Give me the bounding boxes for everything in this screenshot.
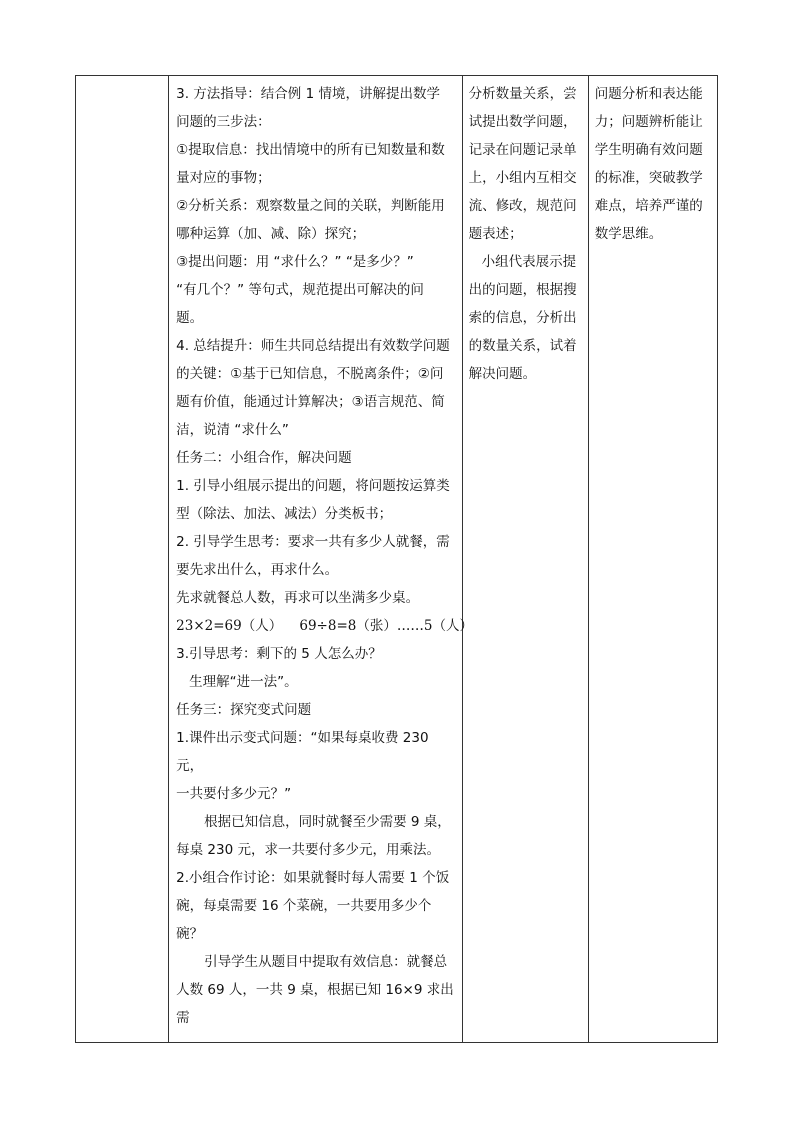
text-line: 型（除法、加法、减法）分类板书； <box>176 506 393 522</box>
text-line: ②分析关系：观察数量之间的关联，判断能用 <box>176 198 445 214</box>
text-line: 问题分析和表达能 <box>594 86 703 102</box>
text-line: 量对应的事物； <box>176 170 271 186</box>
text-line: 上，小组内互相交 <box>468 170 577 186</box>
text-line: 流、修改，规范问 <box>468 198 577 214</box>
section-heading: 任务二：小组合作，解决问题 <box>176 450 352 466</box>
text-line: 碗，每桌需要 16 个菜碗，一共要用多少个碗？ <box>176 898 432 942</box>
text-line: 解决问题。 <box>468 366 537 382</box>
text-line: 问题的三步法： <box>176 114 271 130</box>
design-intent-cell <box>588 76 717 1043</box>
text-line: 题表述； <box>468 226 523 242</box>
table-row <box>76 76 718 1043</box>
text-line: 人数 69 人，一共 9 桌，根据已知 16×9 求出需 <box>176 982 454 1026</box>
text-line: 索的信息，分析出 <box>468 310 577 326</box>
text-line: 数学思维。 <box>594 226 663 242</box>
text-line: 1.课件出示变式问题：“如果每桌收费 230 元， <box>176 730 429 774</box>
text-line: ③提出问题：用 “求什么？” “是多少？” <box>176 254 414 270</box>
section-heading: 任务三：探究变式问题 <box>176 702 312 718</box>
text-line: 一共要付多少元？” <box>176 786 292 802</box>
text-line: 生理解“进一法”。 <box>189 674 298 690</box>
text-line: 出的问题，根据搜 <box>468 282 577 298</box>
text-line: 每桌 230 元，求一共要付多少元，用乘法。 <box>176 842 440 858</box>
text-line: ①提取信息：找出情境中的所有已知数量和数 <box>176 142 445 158</box>
text-line: 3.引导思考：剩下的 5 人怎么办？ <box>176 646 382 662</box>
text-line: 1. 引导小组展示提出的问题，将问题按运算类 <box>176 478 450 494</box>
text-line: 的关键：①基于已知信息，不脱离条件；②问 <box>176 366 444 382</box>
text-line: “有几个？” 等句式，规范提出可解决的问 <box>176 282 424 298</box>
text-line: 的数量关系，试着 <box>468 338 577 354</box>
text-line: 力；问题辨析能让 <box>594 114 703 130</box>
teacher-activity-cell <box>169 76 473 1043</box>
text-line: 分析数量关系，尝 <box>468 86 577 102</box>
stage-cell <box>76 76 169 1043</box>
text-line: 要先求出什么，再求什么。 <box>176 562 339 578</box>
text-line: 洁，说清 “求什么” <box>176 422 289 438</box>
text-line: 先求就餐总人数，再求可以坐满多少桌。 <box>176 590 420 606</box>
text-line: 的标准，突破教学 <box>594 170 703 186</box>
text-line: 3. 方法指导：结合例 1 情境，讲解提出数学 <box>176 86 440 102</box>
text-line: 小组代表展示提 <box>481 254 577 270</box>
text-line: 哪种运算（加、减、除）探究； <box>176 226 366 242</box>
text-line: 4. 总结提升：师生共同总结提出有效数学问题 <box>176 338 450 354</box>
text-line: 2. 引导学生思考：要求一共有多少人就餐，需 <box>176 534 450 550</box>
student-activity-cell <box>462 76 588 1043</box>
text-line: 难点，培养严谨的 <box>594 198 703 214</box>
equation-line: 23×2=69（人） 69÷8=8（张）……5（人） <box>176 618 473 634</box>
text-line: 引导学生从题目中提取有效信息：就餐总 <box>204 954 448 970</box>
text-line: 学生明确有效问题 <box>594 142 703 158</box>
lesson-plan-table <box>75 75 718 1043</box>
text-line: 试提出数学问题， <box>468 114 577 130</box>
text-line: 题。 <box>176 310 204 326</box>
text-line: 题有价值，能通过计算解决；③语言规范、简 <box>176 394 445 410</box>
text-line: 记录在问题记录单 <box>468 142 577 158</box>
text-line: 根据已知信息，同时就餐至少需要 9 桌， <box>204 814 451 830</box>
text-line: 2.小组合作讨论：如果就餐时每人需要 1 个饭 <box>176 870 450 886</box>
